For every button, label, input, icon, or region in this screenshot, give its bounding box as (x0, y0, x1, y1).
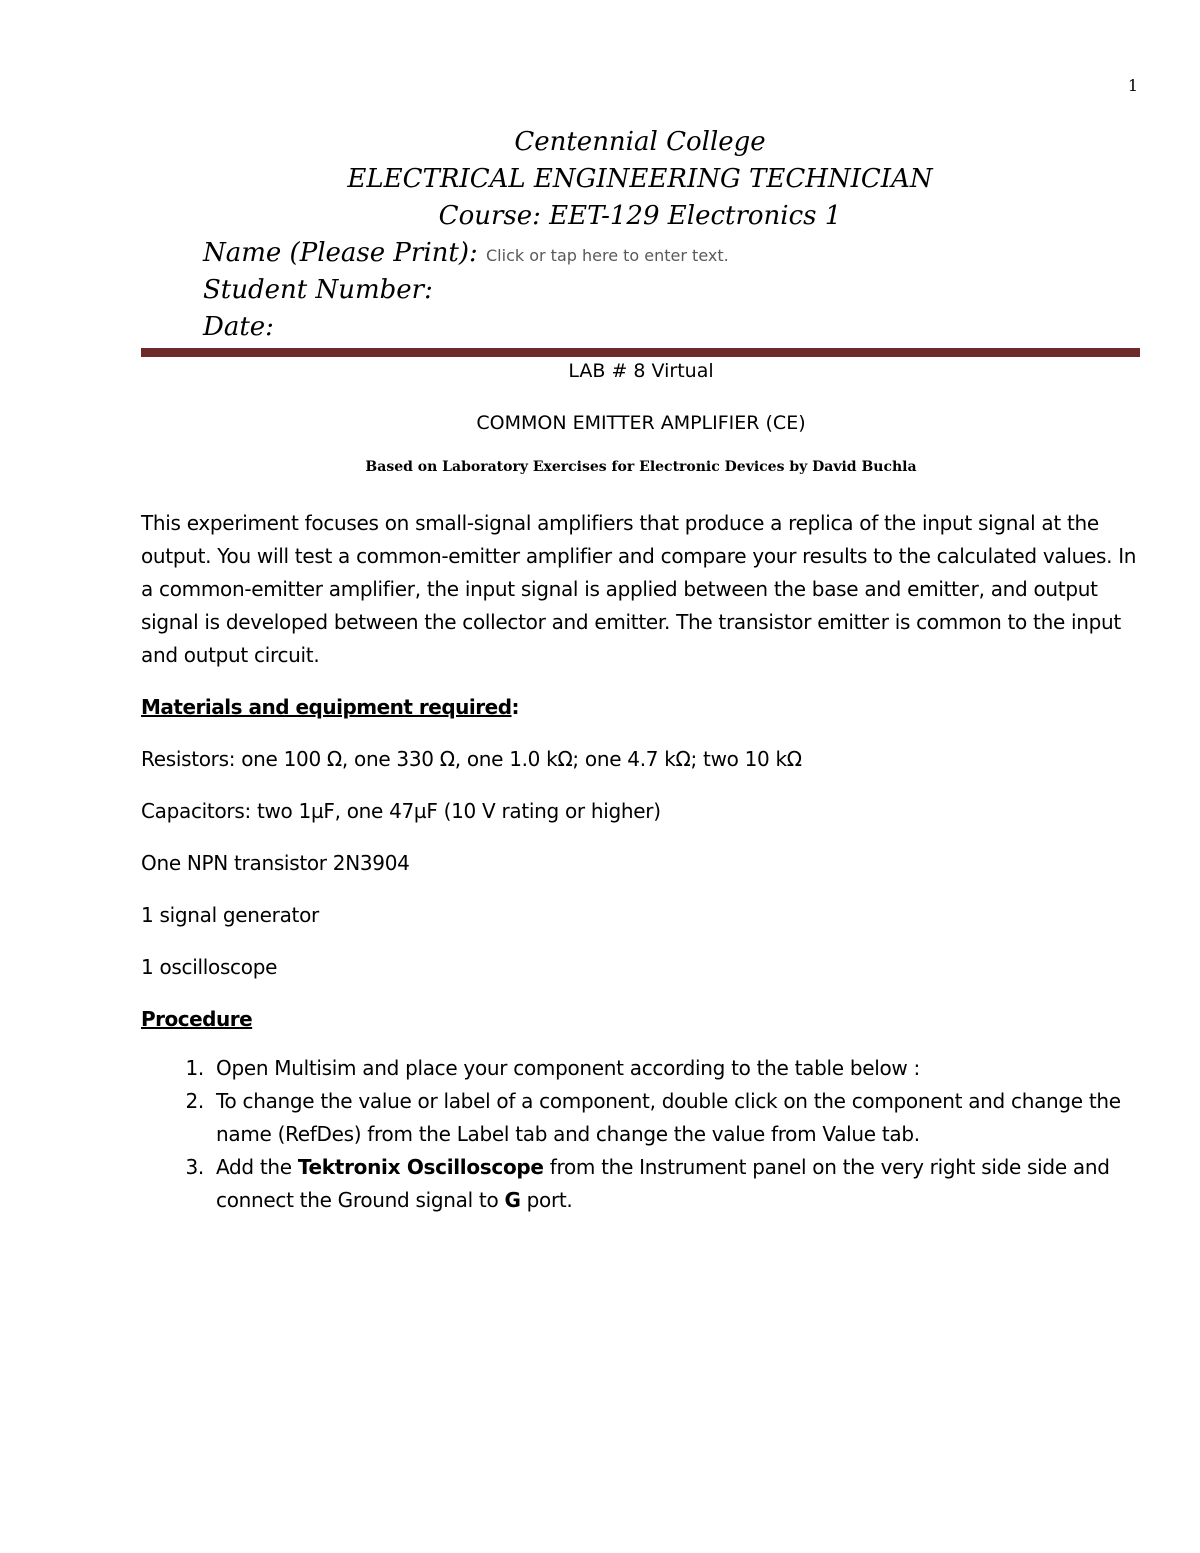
date-label: Date: (203, 312, 274, 342)
procedure-step-3 (210, 1151, 1141, 1217)
document-header (0, 124, 1200, 346)
lab-subtitle: COMMON EMITTER AMPLIFIER (CE) (476, 412, 806, 434)
material-item-oscilloscope: 1 oscilloscope (141, 955, 278, 979)
name-field-row (203, 235, 1200, 272)
college-name: Centennial College (514, 127, 766, 157)
materials-heading-colon: : (511, 695, 520, 719)
material-item-transistor: One NPN transistor 2N3904 (141, 851, 410, 875)
intro-paragraph: This experiment focuses on small-signal amplifiers that produce a replica of the input signal at the output. You will test a common-emitter amplifier and compare your results to the calculated values. In a common-emitter amplifier, the input signal is applied between the base and emitter, and output signal is developed between the collector and emitter. The transistor emitter is common to the input and output circuit. (141, 511, 1137, 667)
step3-port-name: G (504, 1188, 521, 1212)
page-number: 1 (1127, 76, 1138, 95)
name-input-placeholder[interactable]: Click or tap here to enter text. (486, 246, 729, 265)
lab-credit: Based on Laboratory Exercises for Electronic Devices by David Buchla (365, 459, 917, 475)
program-name: ELECTRICAL ENGINEERING TECHNICIAN (347, 164, 933, 194)
material-item-capacitors: Capacitors: two 1µF, one 47µF (10 V rating or higher) (141, 799, 661, 823)
procedure-heading-text: Procedure (141, 1007, 253, 1031)
header-divider (141, 348, 1140, 357)
lab-title: LAB # 8 Virtual (568, 360, 714, 382)
document-body (141, 357, 1141, 1217)
materials-heading-text: Materials and equipment required (141, 695, 512, 719)
step3-text-c: port. (520, 1188, 573, 1212)
step3-instrument-name: Tektronix Oscilloscope (297, 1155, 544, 1179)
materials-heading (141, 690, 1141, 724)
student-number-label: Student Number: (203, 275, 433, 305)
course-title: Course: EET-129 Electronics 1 (438, 201, 842, 231)
procedure-step-2: 2. To change the value or label of a component, double click on the component and change the name (RefDes) from the Label tab and change the value from Value tab. (210, 1085, 1141, 1151)
material-item-resistors: Resistors: one 100 Ω, one 330 Ω, one 1.0 kΩ; one 4.7 kΩ; two 10 kΩ (141, 747, 802, 771)
procedure-heading (141, 1002, 1141, 1036)
step3-text-a: Add the (216, 1155, 298, 1179)
procedure-step-1: 1. Open Multisim and place your component according to the table below : (210, 1052, 1141, 1085)
procedure-steps (141, 1052, 1141, 1217)
name-label: Name (Please Print): (203, 238, 478, 268)
material-item-signal-generator: 1 signal generator (141, 903, 319, 927)
step3-text-b: from the Instrument panel on the very right side side and connect the Ground signal to (216, 1155, 1110, 1212)
